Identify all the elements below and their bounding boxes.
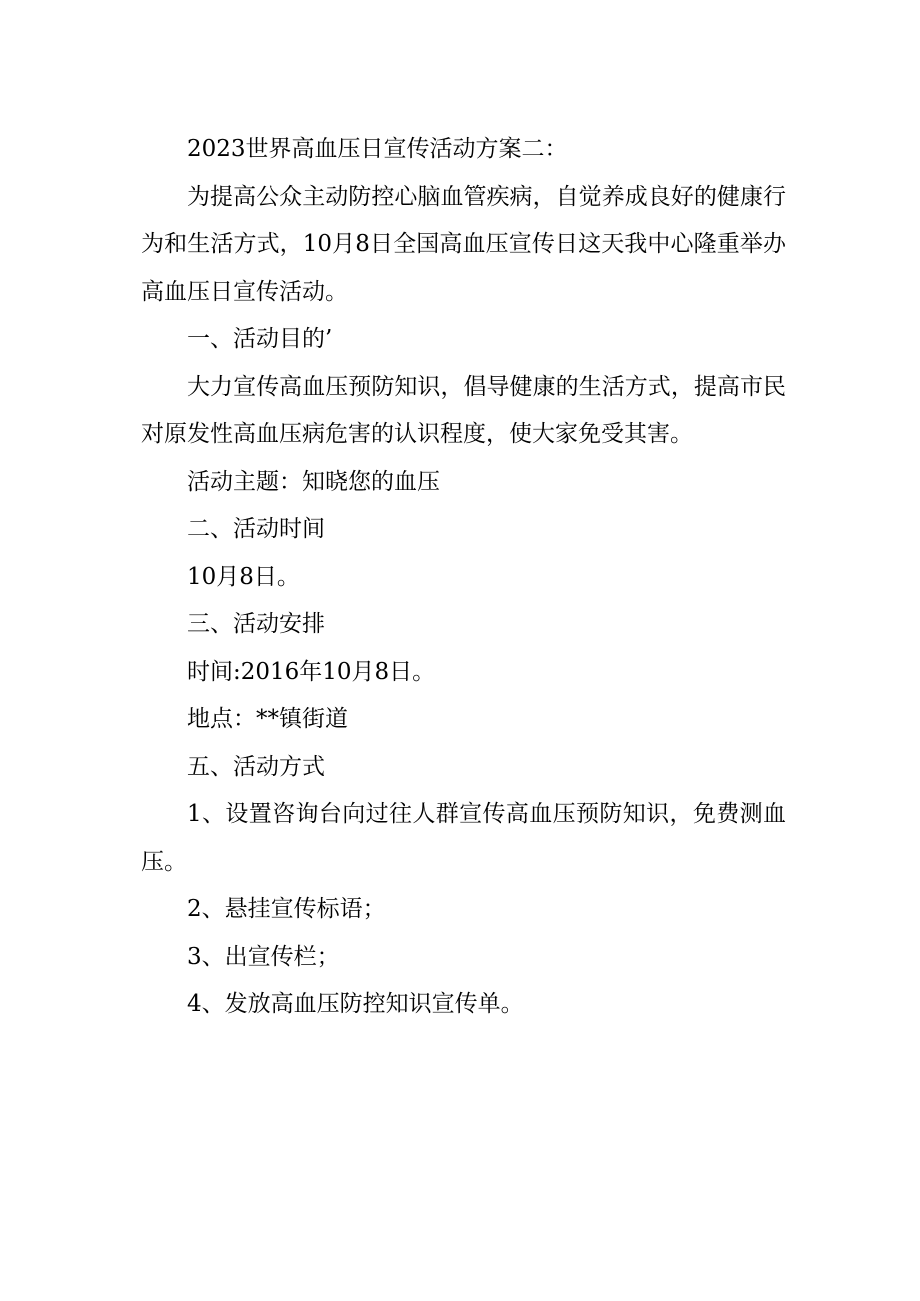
document-title: 2023世界高血压日宣传活动方案二：	[187, 136, 568, 162]
purpose-paragraph: 大力宣传高血压预防知识，倡导健康的生活方式，提高市民对原发性高血压病危害的认识程度，使大家免受其害。	[141, 373, 786, 447]
method-item-2: 2、悬挂宣传标语；	[187, 896, 386, 922]
arrangement-time: 时间:2016年10月8日。	[187, 658, 436, 685]
section-heading-method: 五、活动方式	[187, 753, 325, 780]
intro-paragraph: 为提高公众主动防控心脑血管疾病，自觉养成良好的健康行为和生活方式，10月8日全国高血压宣传日这天我中心隆重举办高血压日宣传活动。	[141, 183, 786, 305]
arrangement-location: 地点：**镇街道	[187, 706, 348, 732]
section-heading-purpose: 一、活动目的’	[187, 326, 333, 352]
activity-theme: 活动主题：知晓您的血压	[187, 468, 440, 495]
activity-date: 10月8日。	[187, 563, 300, 590]
method-item-4: 4、发放高血压防控知识宣传单。	[187, 991, 524, 1017]
method-item-3: 3、出宣传栏；	[187, 943, 340, 970]
method-item-1: 1、设置咨询台向过往人群宣传高血压预防知识，免费测血压。	[141, 801, 786, 875]
section-heading-time: 二、活动时间	[187, 516, 325, 542]
document-body	[141, 126, 786, 1029]
section-heading-arrangement: 三、活动安排	[187, 611, 325, 637]
